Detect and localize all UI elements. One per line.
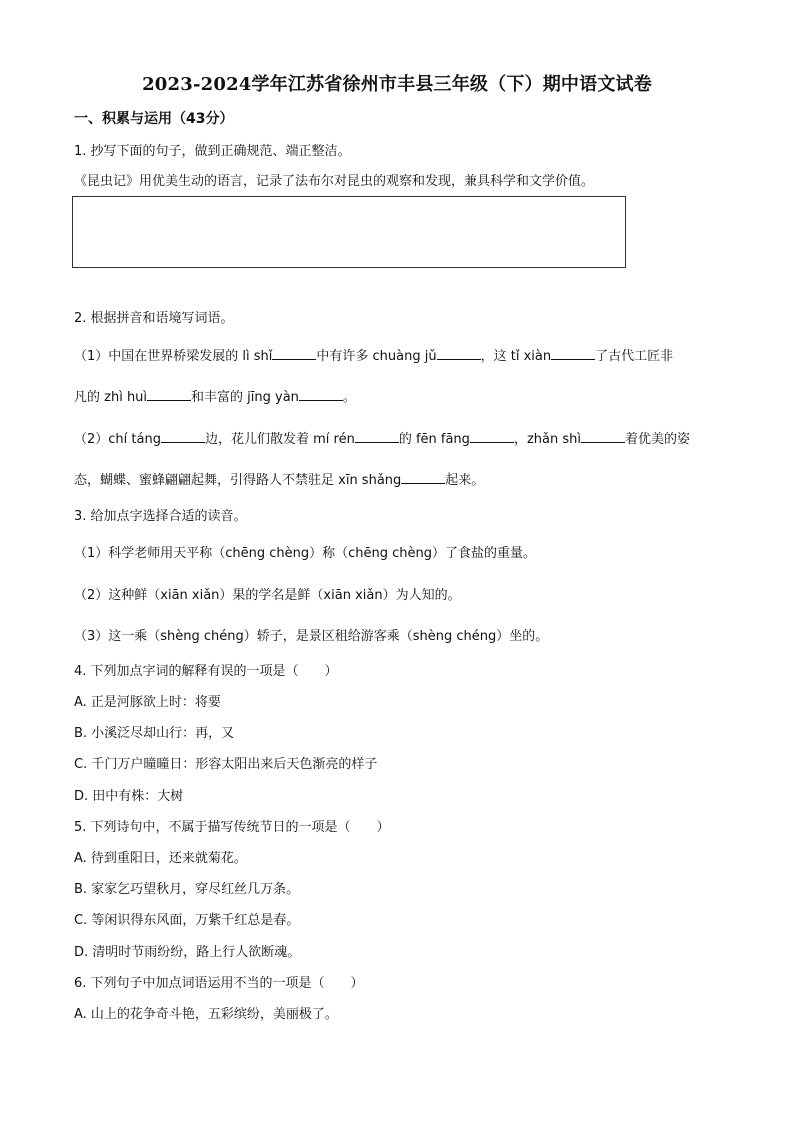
answer-blank[interactable] xyxy=(161,430,205,443)
q2-text: 着优美的姿 xyxy=(624,432,690,447)
q5-option-d: D. 清明时节雨纷纷，路上行人欲断魂。 xyxy=(74,945,301,960)
q2-text: 凡的 zhì huì xyxy=(74,390,148,405)
q4-option-d: D. 田中有株：大树 xyxy=(74,789,184,804)
q3-prompt: 3. 给加点字选择合适的读音。 xyxy=(74,509,247,524)
q4-option-a: A. 正是河豚欲上时：将要 xyxy=(74,695,221,710)
q3-item-2: （2）这种鲜（xiān xiǎn）果的学名是鲜（xiān xiǎn）为人知的。 xyxy=(74,588,461,603)
q5-prompt: 5. 下列诗句中，不属于描写传统节日的一项是（ ） xyxy=(74,820,390,835)
q2-text: 中有许多 chuàng jǔ xyxy=(316,349,437,364)
q2-text: 。 xyxy=(342,390,356,405)
q6-option-a: A. 山上的花争奇斗艳，五彩缤纷，美丽极了。 xyxy=(74,1007,338,1022)
answer-blank[interactable] xyxy=(401,471,445,484)
answer-blank[interactable] xyxy=(437,347,481,360)
answer-blank[interactable] xyxy=(470,430,514,443)
q2-text: 边，花儿们散发着 mí rén xyxy=(204,432,355,447)
answer-box[interactable] xyxy=(72,196,626,268)
q5-option-b: B. 家家乞巧望秋月，穿尽红丝几万条。 xyxy=(74,882,300,897)
q2-line-2 xyxy=(74,388,356,407)
q2-text: 态，蝴蝶、蜜蜂翩翩起舞，引得路人不禁驻足 xīn shǎng xyxy=(74,473,402,488)
q3-item-1: （1）科学老师用天平称（chēng chèng）称（chēng chèng）了食盐的重量。 xyxy=(74,546,537,561)
q4-option-b: B. 小溪泛尽却山行：再，又 xyxy=(74,726,235,741)
q6-prompt: 6. 下列句子中加点词语运用不当的一项是（ ） xyxy=(74,976,364,991)
q4-option-c: C. 千门万户曈曈日：形容太阳出来后天色渐亮的样子 xyxy=(74,757,378,772)
q3-item-3: （3）这一乘（shèng chéng）轿子，是景区租给游客乘（shèng chéng）坐的。 xyxy=(74,629,549,644)
answer-blank[interactable] xyxy=(147,388,191,401)
answer-blank[interactable] xyxy=(272,347,316,360)
answer-blank[interactable] xyxy=(551,347,595,360)
q5-option-c: C. 等闲识得东风面，万紫千红总是春。 xyxy=(74,913,300,928)
q2-prompt: 2. 根据拼音和语境写词语。 xyxy=(74,311,234,326)
exam-title: 2023-2024学年江苏省徐州市丰县三年级（下）期中语文试卷 xyxy=(142,74,652,95)
section-heading: 一、积累与运用（43分） xyxy=(74,111,234,127)
q4-prompt: 4. 下列加点字词的解释有误的一项是（ ） xyxy=(74,664,338,679)
q2-text: 的 fēn fāng xyxy=(398,432,470,447)
q2-text: 起来。 xyxy=(445,473,485,488)
q2-text: ，这 tǐ xiàn xyxy=(480,349,552,364)
q2-text: （1）中国在世界桥梁发展的 lì shǐ xyxy=(74,349,273,364)
q1-prompt: 1. 抄写下面的句子，做到正确规范、端正整洁。 xyxy=(74,144,351,159)
answer-blank[interactable] xyxy=(355,430,399,443)
q5-option-a: A. 待到重阳日，还来就菊花。 xyxy=(74,851,247,866)
q2-text: ，zhǎn shì xyxy=(513,432,581,447)
q2-line-1 xyxy=(74,347,673,366)
answer-blank[interactable] xyxy=(581,430,625,443)
q2-text: 了古代工匠非 xyxy=(595,349,674,364)
answer-blank[interactable] xyxy=(299,388,343,401)
q2-line-3 xyxy=(74,430,690,449)
q2-text: 和丰富的 jīng yàn xyxy=(191,390,299,405)
q2-text: （2）chí táng xyxy=(74,432,161,447)
q1-sentence: 《昆虫记》用优美生动的语言，记录了法布尔对昆虫的观察和发现，兼具科学和文学价值。 xyxy=(74,174,595,189)
q2-line-4 xyxy=(74,471,484,490)
